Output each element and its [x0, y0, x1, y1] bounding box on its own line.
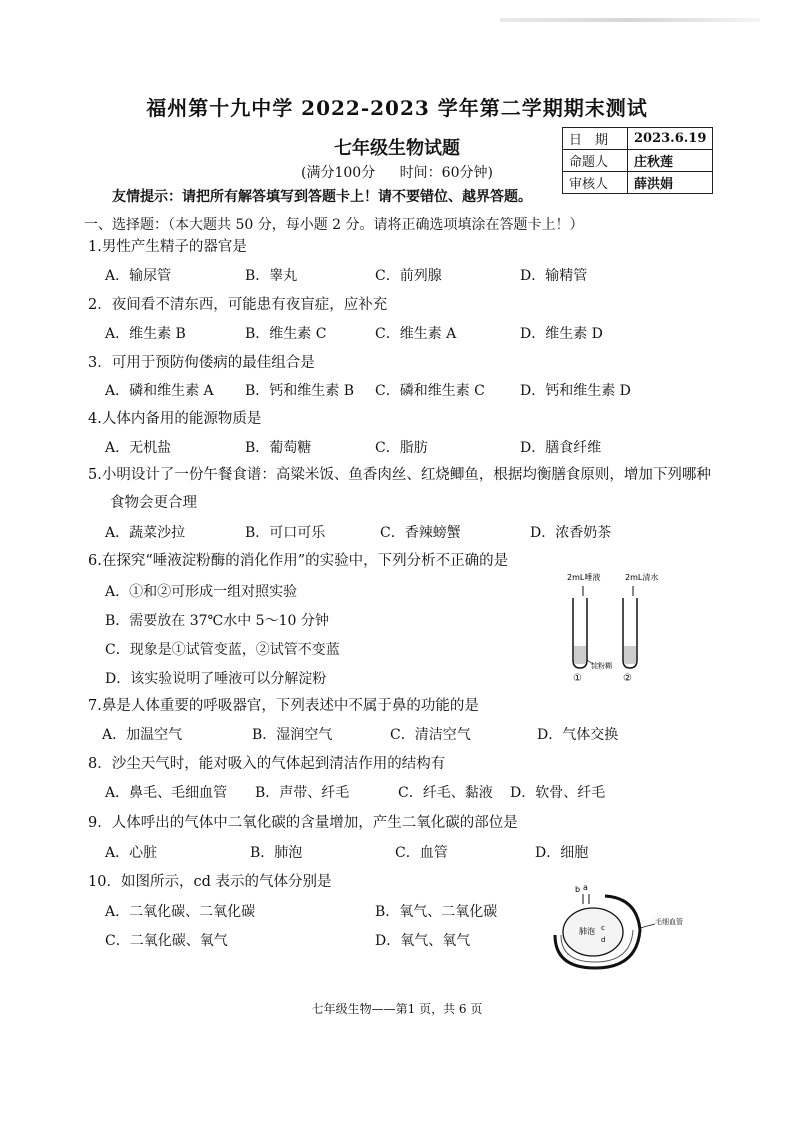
page-footer: 七年级生物——第1 页，共 6 页 — [311, 1002, 483, 1016]
question-stem: 3．可用于预防佝偻病的最佳组合是 — [88, 355, 315, 371]
option: B．钙和维生素 B — [245, 383, 355, 399]
option: B．睾丸 — [245, 268, 298, 284]
option: C．清洁空气 — [390, 727, 471, 743]
option: C．香辣螃蟹 — [380, 525, 461, 541]
exam-time: 时间：60分钟) — [399, 165, 493, 181]
option: D．浓香奶茶 — [530, 525, 612, 541]
capillary-leader — [640, 924, 655, 928]
alveolus-figure — [545, 880, 695, 975]
capillary-label: 毛细血管 — [655, 918, 683, 926]
info-value: 庄秋莲 — [628, 150, 713, 172]
label-a: a — [583, 883, 588, 892]
info-row — [563, 150, 713, 172]
option: D．气体交换 — [537, 727, 619, 743]
option: D．细胞 — [535, 845, 589, 861]
airway — [583, 894, 589, 904]
option: C．维生素 A — [375, 326, 457, 342]
option: C．纤毛、黏液 — [398, 785, 493, 801]
question-stem: 10．如图所示，cd 表示的气体分别是 — [88, 874, 332, 890]
info-table — [562, 127, 713, 194]
info-key: 审核人 — [563, 172, 628, 194]
option: C．现象是①试管变蓝，②试管不变蓝 — [105, 642, 340, 658]
option: C．血管 — [395, 845, 448, 861]
exam-title: 福州第十九中学 2022-2023 学年第二学期期末测试 — [146, 96, 648, 120]
question-stem: 2．夜间看不清东西，可能患有夜盲症，应补充 — [88, 297, 388, 313]
option: B．葡萄糖 — [245, 440, 312, 456]
question-stem: 5.小明设计了一份午餐食谱：高粱米饭、鱼香肉丝、红烧鲫鱼，根据均衡膳食原则，增加下列哪种 — [88, 467, 711, 483]
tube-label-bottom: 淀粉糊 — [591, 662, 612, 670]
option: C．脂肪 — [375, 440, 428, 456]
question-stem: 6.在探究“唾液淀粉酶的消化作用”的实验中，下列分析不正确的是 — [88, 553, 509, 569]
info-row — [563, 128, 713, 150]
info-value: 2023.6.19 — [628, 128, 713, 150]
label-c: c — [601, 924, 605, 932]
alveolus-label: 肺泡 — [579, 927, 595, 936]
option: D．膳食纤维 — [520, 440, 602, 456]
tube-label-right: 2mL清水 — [625, 573, 659, 582]
info-key: 命题人 — [563, 150, 628, 172]
option: B．肺泡 — [250, 845, 303, 861]
question-stem-continued: 食物会更合理 — [110, 495, 197, 511]
option: A．二氧化碳、二氧化碳 — [105, 904, 256, 920]
option: A．维生素 B — [105, 326, 186, 342]
option: D．该实验说明了唾液可以分解淀粉 — [105, 671, 327, 687]
option: B．维生素 C — [245, 326, 327, 342]
option: A．①和②可形成一组对照实验 — [105, 584, 298, 600]
option: D．钙和维生素 D — [520, 383, 631, 399]
option: D．输精管 — [520, 268, 588, 284]
test-tube-figure — [555, 568, 685, 683]
option: A．无机盐 — [105, 440, 172, 456]
option: C．二氧化碳、氧气 — [105, 933, 228, 949]
starch-paste-1 — [574, 646, 586, 664]
label-b: b — [575, 885, 581, 894]
question-stem: 7.鼻是人体重要的呼吸器官，下列表述中不属于鼻的功能的是 — [88, 698, 479, 714]
option: A．加温空气 — [102, 727, 183, 743]
info-key: 日 期 — [563, 128, 628, 150]
section-heading: 一、选择题：（本大题共 50 分，每小题 2 分。请将正确选项填涂在答题卡上！） — [84, 217, 584, 233]
question-stem: 4.人体内备用的能源物质是 — [88, 411, 262, 427]
option: A．蔬菜沙拉 — [105, 525, 186, 541]
question-stem: 8．沙尘天气时，能对吸入的气体起到清洁作用的结构有 — [88, 756, 446, 772]
option: A．鼻毛、毛细血管 — [105, 785, 228, 801]
option: A．磷和维生素 A — [105, 383, 214, 399]
full-score: (满分100分 — [301, 165, 376, 181]
option: B．声带、纤毛 — [255, 785, 350, 801]
option: D．维生素 D — [520, 326, 603, 342]
tube-number-2: ② — [623, 673, 632, 683]
option: B．氧气、二氧化碳 — [375, 904, 498, 920]
info-row — [563, 172, 713, 194]
label-d: d — [601, 936, 606, 944]
tube-label-left: 2mL唾液 — [567, 573, 601, 582]
info-value: 薛洪娟 — [628, 172, 713, 194]
option: B．需要放在 37℃水中 5～10 分钟 — [105, 613, 329, 629]
option: D．软骨、纤毛 — [510, 785, 606, 801]
option: D．氧气、氧气 — [375, 933, 471, 949]
question-stem: 1.男性产生精子的器官是 — [88, 239, 247, 255]
friendly-tip: 友情提示：请把所有解答填写到答题卡上！请不要错位、越界答题。 — [112, 189, 532, 205]
option: A．心脏 — [105, 845, 158, 861]
scan-artifact — [500, 18, 760, 22]
question-stem: 9．人体呼出的气体中二氧化碳的含量增加，产生二氧化碳的部位是 — [88, 815, 518, 831]
tube-number-1: ① — [573, 673, 582, 683]
option: C．磷和维生素 C — [375, 383, 485, 399]
option: B．可口可乐 — [245, 525, 326, 541]
exam-subtitle: 七年级生物试题 — [334, 138, 460, 159]
option: A．输尿管 — [105, 268, 172, 284]
starch-paste-2 — [624, 646, 636, 664]
option: B．湿润空气 — [252, 727, 333, 743]
option: C．前列腺 — [375, 268, 442, 284]
